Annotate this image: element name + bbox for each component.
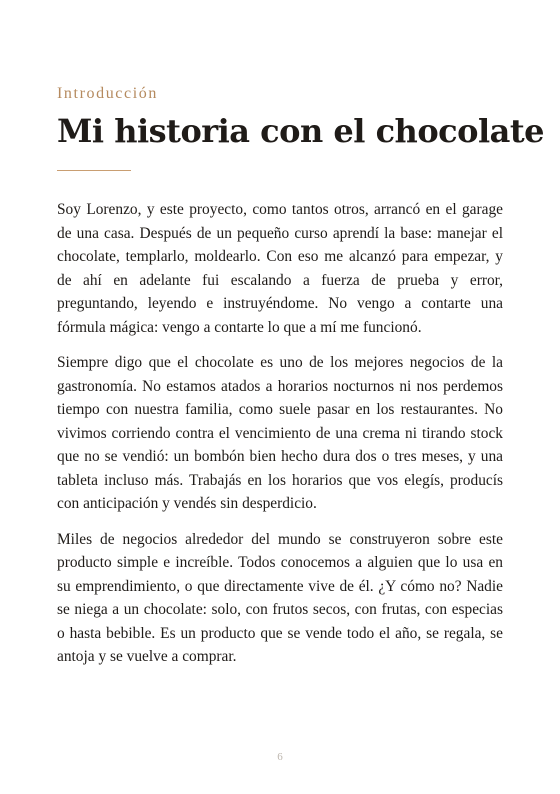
page-number: 6 [277, 751, 283, 763]
page-title: Mi historia con el chocolate [57, 112, 545, 150]
body-text [57, 198, 503, 681]
title-divider [57, 170, 131, 171]
paragraph-3: Miles de negocios alrededor del mundo se construyeron sobre este producto simple e increíble. Todos conocemos a alguien que lo usa en su emprendimiento, o que directamente vive de él. ¿Y cómo no? Nadie se niega a un chocolate: solo, con frutos secos, con frutas, con especias o hasta bebible. Es un producto que se vende todo el año, se regala, se antoja y se vuelve a comprar. [57, 530, 503, 665]
section-label: Introducción [57, 85, 158, 102]
paragraph-1: Soy Lorenzo, y este proyecto, como tantos otros, arrancó en el garage de una casa. Después de un pequeño curso aprendí la base: manejar el chocolate, templarlo, moldearlo. Con eso me alcanzó para empezar, y de ahí en adelante fui escalando a fuerza de prueba y error, preguntando, leyendo e instruyéndome. No vengo a contarte una fórmula mágica: vengo a contarte lo que a mí me funcionó. [57, 201, 503, 336]
paragraph-2: Siempre digo que el chocolate es uno de los mejores negocios de la gastronomía. No estamos atados a horarios nocturnos ni nos perdemos tiempo con nuestra familia, como suele pasar en los restaurantes. No vivimos corriendo contra el vencimiento de una crema ni tirando stock que no se vendió: un bombón bien hecho dura dos o tres meses, y una tableta incluso más. Trabajás en los horarios que vos elegís, producís con anticipación y vendés sin desperdicio. [57, 354, 503, 512]
document-page [57, 0, 545, 794]
